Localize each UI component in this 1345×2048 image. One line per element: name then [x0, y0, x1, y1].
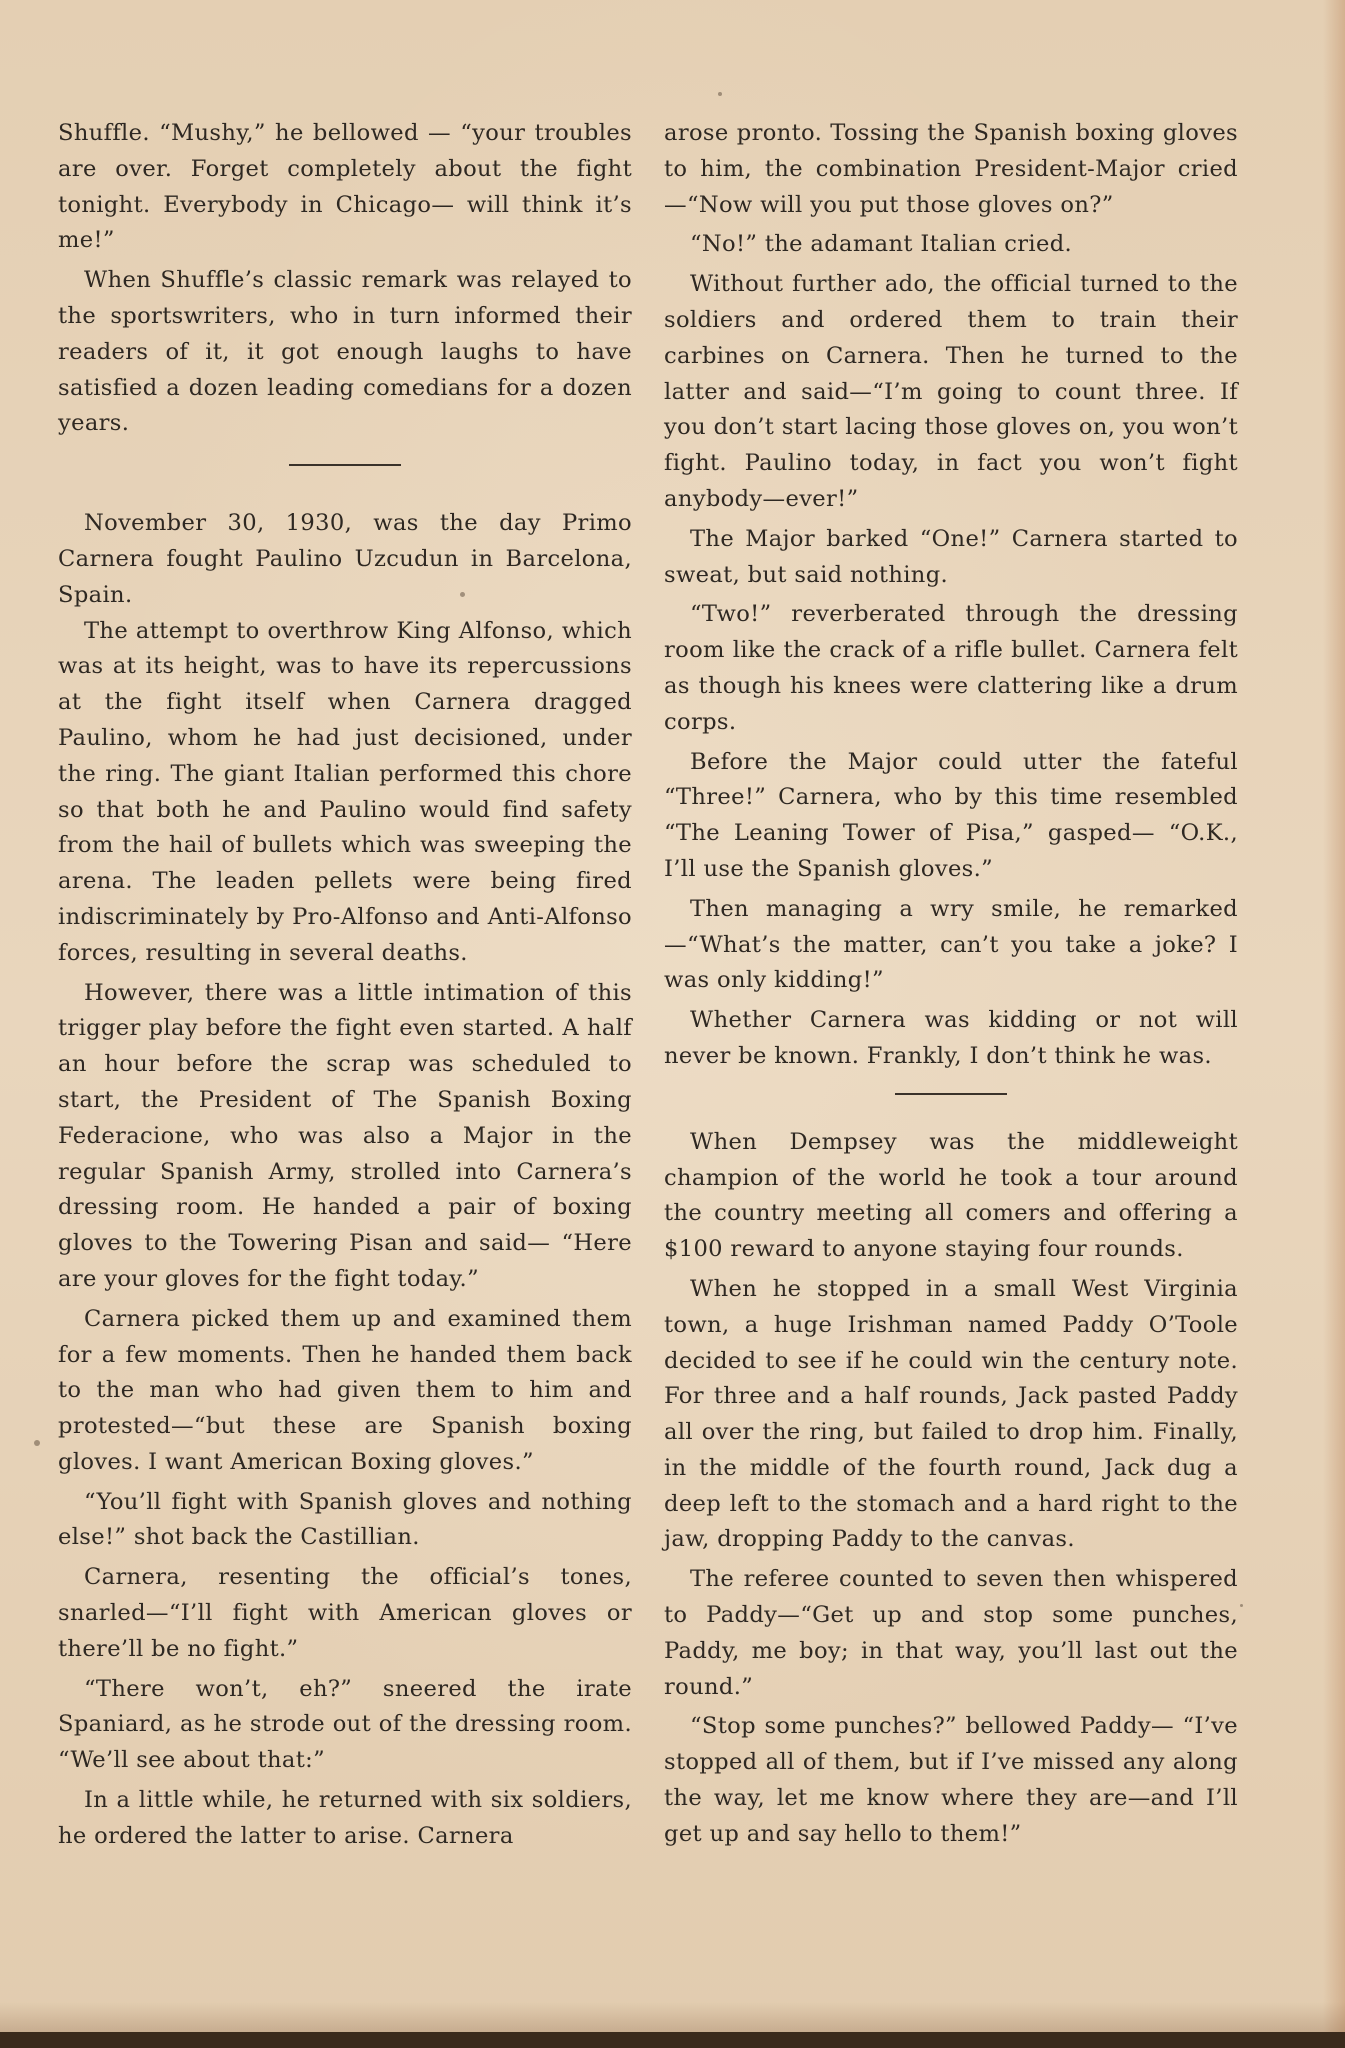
- paragraph: When Shuffle’s classic remark was relayed to the sportswriters, who in turn informed their readers of it, it got enough laughs to have satisfied a dozen leading comedians for a dozen years.: [58, 267, 632, 437]
- paragraph: Carnera picked them up and examined them for a few moments. Then he handed them back to the man who had given them to him and protested—“but these are Spanish boxing gloves. I want American Boxing gloves.”: [58, 1305, 632, 1475]
- paper-speck: [34, 1440, 40, 1446]
- paragraph: arose pronto. Tossing the Spanish boxing gloves to him, the combination President-Major cried—“Now will you put those gloves on?”: [664, 120, 1238, 218]
- paper-speck: [460, 592, 465, 597]
- paragraph: “Two!” reverberated through the dressing room like the crack of a rifle bullet. Carnera felt as though his knees were clattering like a drum corps.: [664, 601, 1238, 735]
- paragraph: Whether Carnera was kidding or not will never be known. Frankly, I don’t think he was.: [664, 1007, 1238, 1069]
- page-edge-shadow: [1323, 0, 1345, 2048]
- paragraph: The Major barked “One!” Carnera started to sweat, but said nothing.: [664, 525, 1238, 588]
- paragraph: Without further ado, the official turned to the soldiers and ordered them to train their carbines on Carnera. Then he turned to the latter and said—“I’m going to count three. If you don’t start lacing those gloves on, you won’t fight. Paulino today, in fact you won’t fight anybody—ever!”: [664, 271, 1238, 512]
- section-divider: [289, 464, 401, 466]
- paragraph: Before the Major could utter the fateful “Three!” Carnera, who by this time resembled “The Leaning Tower of Pisa,” gasped— “O.K., I’ll use the Spanish gloves.”: [664, 748, 1238, 882]
- section-divider: [895, 1093, 1007, 1095]
- paragraph: “There won’t, eh?” sneered the irate Spaniard, as he strode out of the dressing room. “We’ll see about that:”: [58, 1675, 632, 1774]
- paragraph: In a little while, he returned with six soldiers, he ordered the latter to arise. Carnera: [58, 1787, 632, 1849]
- paragraph: The referee counted to seven then whispered to Paddy—“Get up and stop some punches, Paddy, me boy; in that way, you’ll last out the round.”: [664, 1566, 1238, 1700]
- paragraph: When Dempsey was the middleweight champion of the world he took a tour around the country meeting all comers and offering a $100 reward to anyone staying four rounds.: [664, 1128, 1238, 1263]
- paragraph: When he stopped in a small West Virginia town, a huge Irishman named Paddy O’Toole decided to see if he could win the century note. For three and a half rounds, Jack pasted Paddy all over the ring, but failed to drop him. Finally, in the middle of the fourth round, Jack dug a deep left to the stomach and a hard right to the jaw, dropping Paddy to the canvas.: [664, 1275, 1238, 1553]
- paragraph: The attempt to overthrow King Alfonso, which was at its height, was to have its repercussions at the fight itself when Carnera dragged Paulino, whom he had just decisioned, under the ring. The giant Italian performed this chore so that both he and Paulino would find safety from the hail of bullets which was sweeping the arena. The leaden pellets were being fired indiscriminately by Pro-Alfonso and Anti-Alfonso forces, resulting in several deaths.: [58, 617, 632, 966]
- paper-speck: [718, 92, 722, 96]
- paragraph: “Stop some punches?” bellowed Paddy— “I’ve stopped all of them, but if I’ve missed any along the way, let me know where they are—and I’ll get up and say hello to them!”: [664, 1713, 1238, 1847]
- left-column: [58, 116, 632, 1855]
- paragraph: “No!” the adamant Italian cried.: [690, 231, 1073, 258]
- paragraph: Carnera, resenting the official’s tones, snarled—“I’ll fight with American gloves or there’ll be no fight.”: [58, 1564, 632, 1662]
- right-column: [664, 116, 1238, 1853]
- page-bottom-edge: [0, 2032, 1345, 2048]
- page-bottom-shadow: [0, 2002, 1345, 2032]
- paragraph: Then managing a wry smile, he remarked —“What’s the matter, can’t you take a joke? I was only kidding!”: [664, 895, 1238, 994]
- paragraph: Shuffle. “Mushy,” he bellowed — “your troubles are over. Forget completely about the fight tonight. Everybody in Chicago— will think it’s me!”: [58, 120, 632, 254]
- paragraph: “You’ll fight with Spanish gloves and nothing else!” shot back the Castillian.: [58, 1488, 632, 1551]
- paragraph: November 30, 1930, was the day Primo Carnera fought Paulino Uzcudun in Barcelona, Spain.: [58, 510, 632, 608]
- paragraph: However, there was a little intimation of this trigger play before the fight even started. A half an hour before the scrap was scheduled to start, the President of The Spanish Boxing Federacione, who was also a Major in the regular Spanish Army, strolled into Carnera’s dressing room. He handed a pair of boxing gloves to the Towering Pisan and said— “Here are your gloves for the fight today.”: [58, 979, 632, 1292]
- paper-speck: [1240, 1604, 1243, 1607]
